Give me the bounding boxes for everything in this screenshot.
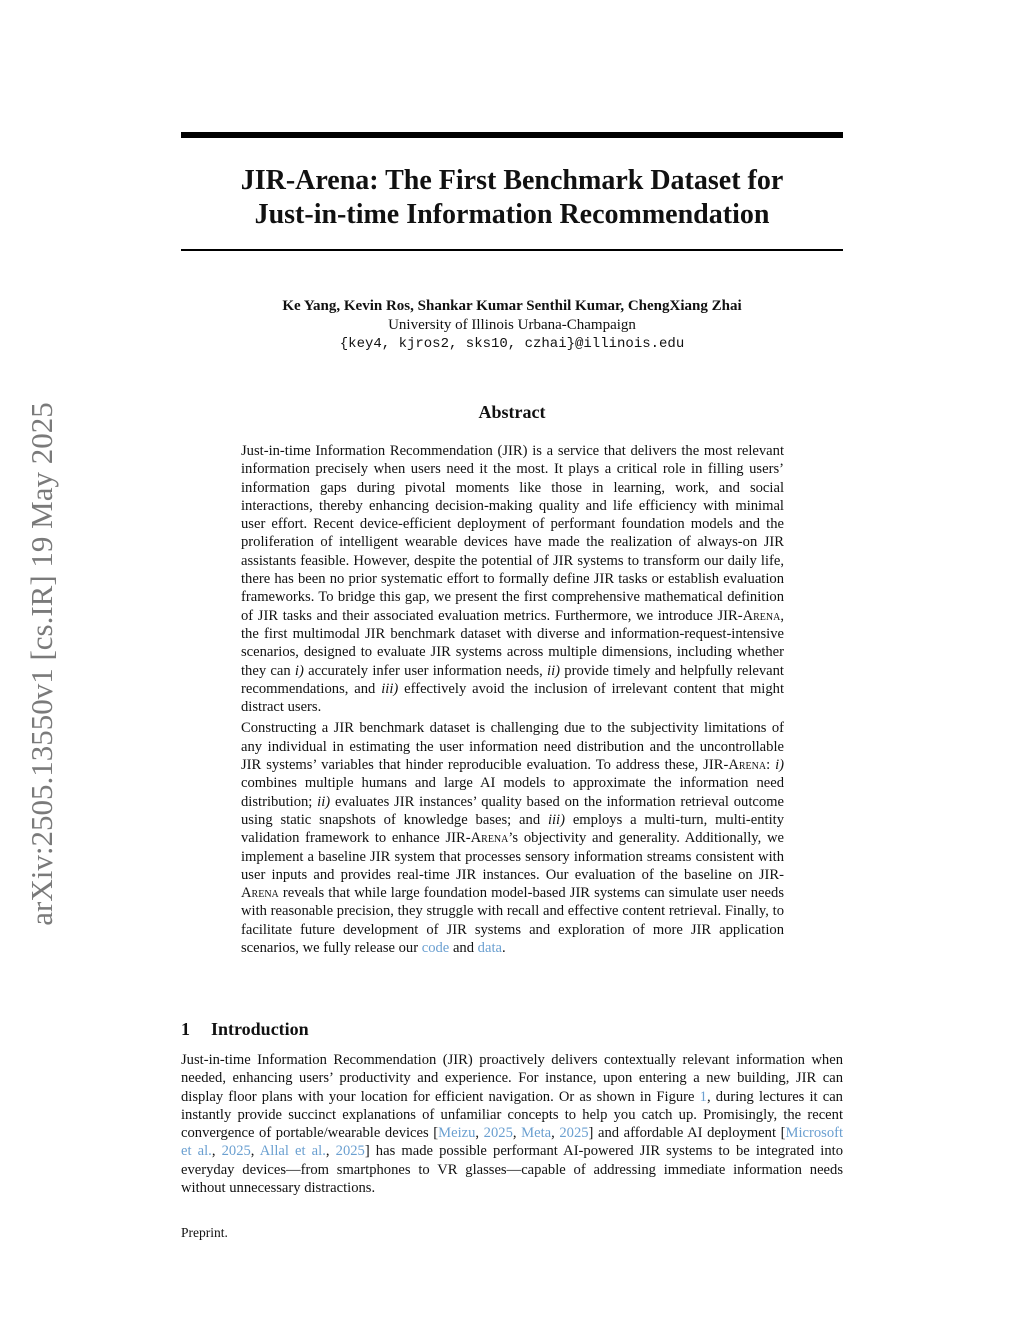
- code-link[interactable]: code: [421, 940, 450, 957]
- arena-smallcaps: Arena: [241, 885, 279, 902]
- citation-link[interactable]: 2025: [335, 1143, 365, 1160]
- abstract-text: provide timely and helpfully relevant recommendations, and: [241, 662, 784, 697]
- title-bottom-rule: [181, 249, 843, 251]
- abstract-text: :: [766, 757, 776, 774]
- paper-title: [181, 164, 843, 232]
- intro-text: ,: [475, 1125, 484, 1142]
- abstract-text: ’s objectivity and generality. Additionally, we implement a baseline JIR system that processes sensory information streams consistent with user inputs and provides real-time JIR instances. Our evaluation of the baseline on JIR-: [241, 830, 784, 883]
- abstract-text: evaluates JIR instances’ quality based on the information retrieval outcome using static snapshots of knowledge bases; and: [241, 793, 784, 828]
- footer-note: Preprint.: [181, 1225, 228, 1240]
- intro-text: ,: [325, 1143, 336, 1160]
- intro-text: , during lectures it can instantly provide succinct explanations of unfamiliar concepts to help you catch up. Promisingly, the recent convergence of portable/wearable devices [: [181, 1088, 843, 1142]
- author-emails: {key4, kjros2, sks10, czhai}@illinois.edu: [339, 336, 685, 352]
- arena-smallcaps: Arena: [728, 757, 767, 774]
- introduction-paragraph: [181, 1051, 843, 1197]
- enum-marker: iii): [547, 811, 565, 828]
- citation-link[interactable]: Meta: [521, 1125, 552, 1142]
- intro-text: ,: [551, 1125, 560, 1142]
- abstract-text: employs a multi-turn, multi-entity validation framework to enhance JIR-: [241, 811, 784, 847]
- citation-link[interactable]: Microsoft et al.: [181, 1125, 844, 1160]
- abstract-text: Constructing a JIR benchmark dataset is challenging due to the subjectivity limitations of any individual in estimating the user information need distribution and the uncontrollable JIR systems’ variables that hinder reproducible evaluation. To address these, JIR-: [241, 720, 784, 774]
- citation-link[interactable]: 2025: [559, 1125, 589, 1142]
- intro-text: ,: [250, 1143, 260, 1160]
- enum-marker: iii): [381, 680, 399, 697]
- abstract-body: [241, 442, 784, 957]
- citation-link[interactable]: 2025: [221, 1143, 251, 1160]
- abstract-text: , the first multimodal JIR benchmark dataset with diverse and information-request-intensive scenarios, designed to evaluate JIR systems across multiple dimensions, including whether they can: [241, 607, 784, 679]
- intro-text: ,: [512, 1125, 522, 1142]
- intro-text: Just-in-time Information Recommendation (JIR) proactively delivers contextually relevant information when needed, enhancing users’ productivity and experience. For instance, upon entering a new building, JIR can display floor plans with your location for efficient navigation. Or as shown in Figure: [181, 1052, 843, 1105]
- arena-smallcaps: Arena: [470, 830, 509, 847]
- enum-marker: i): [294, 662, 304, 679]
- enum-marker: i): [775, 757, 785, 774]
- affiliation: University of Illinois Urbana-Champaign: [388, 317, 636, 333]
- section-number: 1: [181, 1019, 190, 1039]
- abstract-heading: Abstract: [478, 402, 546, 422]
- title-top-rule: [181, 132, 843, 138]
- intro-text: ,: [211, 1143, 222, 1160]
- author-names: Ke Yang, Kevin Ros, Shankar Kumar Senthil Kumar, ChengXiang Zhai: [282, 298, 742, 314]
- intro-text: ] has made possible performant AI-powered JIR systems to be integrated into everyday devices—from smartphones to VR glasses—capable of addressing immediate information needs without unnecessary distractions.: [181, 1143, 843, 1197]
- intro-text: ] and affordable AI deployment [: [588, 1125, 786, 1142]
- figure-reference-link[interactable]: 1: [699, 1088, 707, 1105]
- abstract-text: and: [449, 940, 478, 957]
- author-block: [181, 297, 843, 354]
- arxiv-identifier: arXiv:2505.13550v1 [cs.IR] 19 May 2025: [24, 402, 59, 926]
- abstract-text: Just-in-time Information Recommendation (JIR) is a service that delivers the most relevant information precisely when users need it the most. It plays a critical role in filling users’ information gaps during pivotal moments like those in learning, work, and social interactions, thereby enhancing decision-making quality and life efficiency with minimal user effort. Recent device-efficient deployment of performant foundation models and the proliferation of intelligent wearable devices have made the realization of always-on JIR assistants feasible. However, despite the potential of JIR systems to transform our daily life, there has been no prior systematic effort to formally define JIR tasks or establish evaluation frameworks. To bridge this gap, we present the first comprehensive mathematical definition of JIR tasks and their associated evaluation metrics. Furthermore, we introduce JIR-: [241, 443, 784, 624]
- title-line-2: Just-in-time Information Recommendation: [254, 199, 770, 230]
- abstract-paragraph-1: [241, 442, 784, 716]
- citation-link[interactable]: Allal et al.: [259, 1143, 326, 1160]
- abstract-text: combines multiple humans and large AI models to approximate the information need distribution;: [241, 775, 784, 810]
- abstract-text: .: [501, 940, 506, 957]
- section-title: Introduction: [211, 1019, 309, 1039]
- data-link[interactable]: data: [477, 940, 502, 957]
- abstract-text: effectively avoid the inclusion of irrelevant content that might distract users.: [241, 680, 785, 716]
- abstract-text: reveals that while large foundation model-based JIR systems can simulate user needs with reasonable precision, they struggle with recall and effective content retrieval. Finally, to facilitate future development of JIR systems and exploration of more JIR application scenarios, we fully release our: [241, 885, 784, 957]
- section-heading-introduction: [181, 1018, 843, 1040]
- enum-marker: ii): [317, 793, 331, 810]
- title-line-1: JIR-Arena: The First Benchmark Dataset for: [240, 165, 784, 196]
- arena-smallcaps: Arena: [742, 607, 781, 624]
- abstract-text: accurately infer user information needs,: [303, 662, 548, 679]
- citation-link[interactable]: 2025: [483, 1125, 513, 1142]
- abstract-paragraph-2: [241, 719, 784, 957]
- citation-link[interactable]: Meizu: [438, 1125, 476, 1142]
- enum-marker: ii): [547, 662, 561, 679]
